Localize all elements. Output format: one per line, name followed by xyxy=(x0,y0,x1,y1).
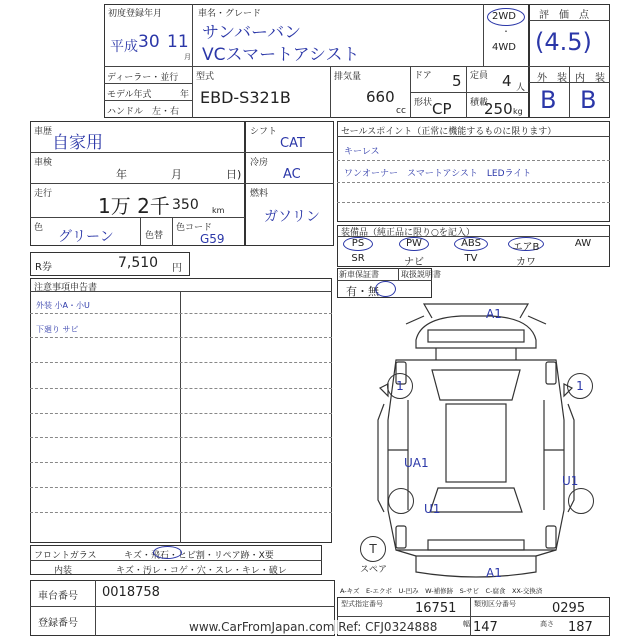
displacement: 660 xyxy=(366,88,395,106)
notes-line-1: 外装 小A・小U xyxy=(36,301,90,310)
equip-sr: SR xyxy=(351,253,365,264)
wheel-rear-right xyxy=(568,488,594,514)
reg-month: 11 xyxy=(167,32,189,52)
exterior-grade: B xyxy=(540,86,557,114)
car-name-label: 車名・グレード xyxy=(198,9,262,19)
interior-cond-options: キズ・汚レ・コゲ・穴・スレ・キレ・破レ xyxy=(116,566,287,576)
interior-cond-label: 内装 xyxy=(54,566,73,576)
manual-label: 取扱説明書 xyxy=(401,270,441,279)
shift: CAT xyxy=(280,136,305,151)
car-height: 187 xyxy=(568,620,593,635)
type-label: 型式 xyxy=(196,72,215,82)
kg-unit: kg xyxy=(513,107,523,116)
doors: 5 xyxy=(452,72,462,90)
handle-label: ハンドル 左・右 xyxy=(107,107,180,117)
chassis-label: 車台番号 xyxy=(38,591,78,602)
equip-tv: TV xyxy=(464,253,478,264)
equip-aw: AW xyxy=(574,238,592,249)
load: 250 xyxy=(484,100,513,118)
chip-circle xyxy=(153,546,182,559)
equip-ps: PS xyxy=(351,238,365,249)
car-width: 147 xyxy=(473,620,498,635)
sales-line-1: キーレス xyxy=(344,147,380,157)
damage-left-side: UA1 xyxy=(404,456,429,470)
front-glass-label: フロントガラス xyxy=(34,551,97,561)
model-designation: 16751 xyxy=(415,601,457,616)
category-number: 0295 xyxy=(552,601,586,616)
capacity-unit: 人 xyxy=(516,83,526,93)
body-label: 形状 xyxy=(414,98,433,108)
capacity-label: 定員 xyxy=(470,71,489,81)
notes-title: 注意事項申告書 xyxy=(34,283,98,293)
grade-title: 評 価 点 xyxy=(539,10,589,21)
equip-pw: PW xyxy=(406,238,422,249)
load-label: 積載 xyxy=(470,98,489,108)
capacity: 4 xyxy=(502,72,512,90)
wheel-front-right xyxy=(567,373,593,399)
front-glass-options: キズ・飛石・ヒビ割・リペア跡・X要 xyxy=(124,551,274,561)
warranty-circle xyxy=(375,281,396,297)
damage-rear: A1 xyxy=(486,566,502,580)
damage-legend: A-キズ E-エクボ U-凹み W-補修跡 S-サビ C-腐食 XX-交換済 xyxy=(340,587,543,595)
warranty-value: 有・無 xyxy=(346,285,379,298)
cc-unit: cc xyxy=(396,106,406,116)
spare-letter: T xyxy=(369,542,377,556)
notes-line-2: 下廻り サビ xyxy=(36,325,79,334)
color-label: 色 xyxy=(34,223,44,233)
grade-score: (4.5) xyxy=(535,28,592,56)
equip-abs: ABS xyxy=(461,238,481,249)
equip-leather: カワ xyxy=(516,257,536,268)
interior-grade: B xyxy=(580,86,597,114)
spare-label: スペア xyxy=(360,565,388,575)
history: 自家用 xyxy=(52,133,103,153)
reg-date-label: 初度登録年月 xyxy=(108,9,163,19)
drive-dot: ・ xyxy=(502,27,510,36)
car-name: サンバーバン xyxy=(202,23,302,43)
sales-line-2: ワンオーナー スマートアシスト LEDライト xyxy=(344,169,532,179)
mileage-label: 走行 xyxy=(34,189,53,199)
damage-rear-left: U1 xyxy=(424,502,441,516)
model-year-unit: 年 xyxy=(180,90,190,100)
model-designation-label: 型式指定番号 xyxy=(341,600,383,608)
equip-navi: ナビ xyxy=(404,257,424,268)
km-unit: km xyxy=(212,206,225,215)
color-code-label: 色コード xyxy=(176,223,213,233)
wheel-front-right-label: 1 xyxy=(576,379,584,393)
drive-4wd: 4WD xyxy=(492,42,516,53)
history-label: 車歴 xyxy=(34,127,53,137)
watermark: www.CarFromJapan.com Ref: CFJ0324888 xyxy=(186,620,440,634)
notes-box xyxy=(30,278,332,543)
recycle-box xyxy=(30,252,190,276)
month-unit: 月 xyxy=(184,53,191,61)
interior-label: 内 装 xyxy=(575,73,605,84)
ac-label: 冷房 xyxy=(250,158,269,168)
ac: AC xyxy=(283,167,301,182)
recycle-amount: 7,510 xyxy=(118,255,159,271)
exterior-label: 外 装 xyxy=(537,73,567,84)
inspection-date: 年 月 日) xyxy=(116,168,242,181)
registration-label: 登録番号 xyxy=(38,618,78,629)
car-grade: VCスマートアシスト xyxy=(202,45,360,65)
mileage: 1万 2千 xyxy=(98,194,170,218)
width-label: 幅 xyxy=(463,620,470,628)
chassis-number: 0018758 xyxy=(102,585,160,600)
wheel-rear-left xyxy=(388,488,414,514)
damage-rear-right: U1 xyxy=(562,474,579,488)
wheel-front-left-label: 1 xyxy=(396,379,404,393)
spare-tire xyxy=(360,536,386,562)
shift-label: シフト xyxy=(250,127,278,137)
equip-airbag: エアB xyxy=(512,242,540,253)
fuel-label: 燃料 xyxy=(250,189,269,199)
inspection-label: 車検 xyxy=(34,158,53,168)
drive-2wd: 2WD xyxy=(492,11,516,22)
door-label: ドア xyxy=(414,71,432,81)
dealer-label: ディーラー・並行 xyxy=(107,73,179,83)
model-code: EBD-S321B xyxy=(200,88,291,107)
mileage-sub: 350 xyxy=(172,197,199,213)
category-label: 類別区分番号 xyxy=(474,600,516,608)
yen-unit: 円 xyxy=(172,263,182,274)
reg-year: 30 xyxy=(138,32,160,52)
color-code: G59 xyxy=(200,232,225,246)
body-shape: CP xyxy=(432,100,452,118)
displacement-label: 排気量 xyxy=(334,72,362,82)
wheel-front-left xyxy=(387,373,413,399)
damage-front: A1 xyxy=(486,307,502,321)
fuel: ガソリン xyxy=(264,209,320,225)
equipment-title: 装備品（純正品に限り○を記入） xyxy=(341,228,475,238)
color: グリーン xyxy=(58,229,114,245)
color-change-label: 色替 xyxy=(145,231,164,241)
recycle-label: R券 xyxy=(35,262,52,273)
reg-era: 平成 xyxy=(110,39,138,55)
model-year-label: モデル年式 xyxy=(107,90,152,100)
sales-title: セールスポイント（正常に機能するものに限ります） xyxy=(341,127,557,137)
height-label: 高さ xyxy=(540,620,554,628)
warranty-label: 新車保証書 xyxy=(339,270,379,279)
